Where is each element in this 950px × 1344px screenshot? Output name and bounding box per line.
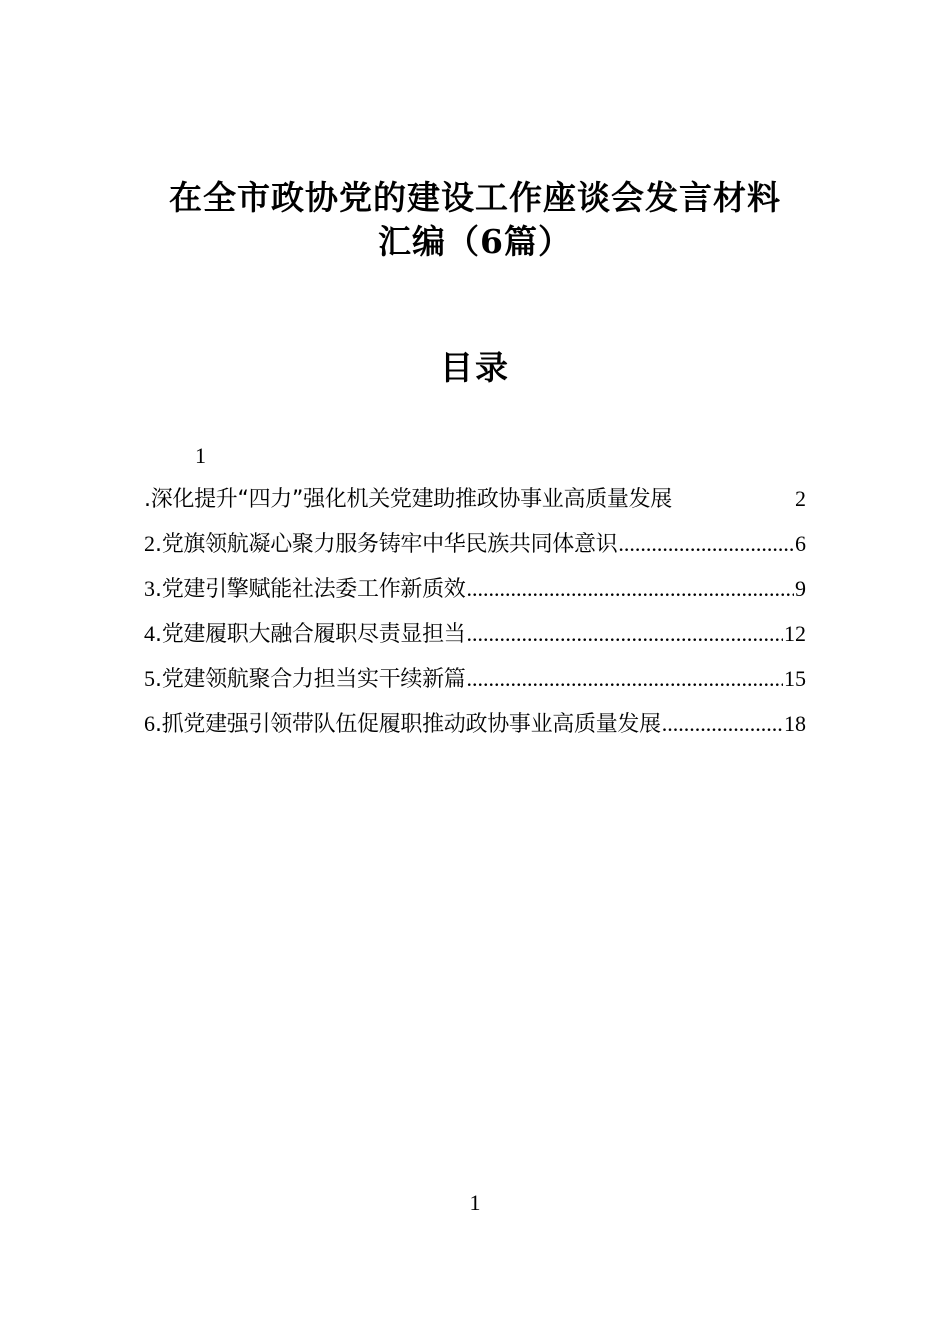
- toc-entry-title: .党建引擎赋能社法委工作新质效: [155, 577, 466, 602]
- toc-entry-title: .党建领航聚合力担当实干续新篇: [155, 667, 466, 692]
- toc-entry-title: .深化提升“四力”强化机关党建助推政协事业高质量发展: [144, 487, 672, 512]
- toc-entry-5[interactable]: [144, 662, 806, 707]
- toc-leader-dots: [618, 531, 794, 557]
- toc-leader-dots: [467, 576, 795, 602]
- toc-heading: 目录: [440, 348, 510, 387]
- toc-entry-6[interactable]: [144, 707, 806, 752]
- toc-entry-page: 12: [784, 621, 806, 646]
- toc-entry-number: 6: [144, 711, 155, 736]
- document-title-line-1: 在全市政协党的建设工作座谈会发言材料: [169, 178, 781, 217]
- table-of-contents: [144, 482, 806, 752]
- toc-entry-1[interactable]: [144, 482, 806, 527]
- toc-entry-2[interactable]: [144, 527, 806, 572]
- page-number: 1: [469, 1190, 481, 1215]
- toc-leader-dots: [467, 666, 784, 692]
- toc-leader-dots: [467, 621, 784, 647]
- toc-entry-number: 5: [144, 666, 155, 691]
- toc-entry-title: .党旗领航凝心聚力服务铸牢中华民族共同体意识: [155, 532, 618, 557]
- document-title-line-2: 汇编（6篇）: [378, 222, 572, 261]
- toc-entry-title: .党建履职大融合履职尽责显担当: [155, 622, 466, 647]
- toc-entry-page: 2: [795, 486, 806, 511]
- toc-entry-title: .抓党建强引领带队伍促履职推动政协事业高质量发展: [155, 712, 661, 737]
- toc-entry-4[interactable]: [144, 617, 806, 662]
- toc-entry-number: 4: [144, 621, 155, 646]
- toc-entry-page: 6: [795, 531, 806, 556]
- toc-entry-number: 3: [144, 576, 155, 601]
- toc-first-number: 1: [195, 443, 206, 468]
- toc-entry-page: 15: [784, 666, 806, 691]
- toc-leader-dots: [662, 711, 783, 737]
- toc-entry-page: 18: [784, 711, 806, 736]
- toc-entry-page: 9: [795, 576, 806, 601]
- toc-entry-3[interactable]: [144, 572, 806, 617]
- toc-entry-number: 2: [144, 531, 155, 556]
